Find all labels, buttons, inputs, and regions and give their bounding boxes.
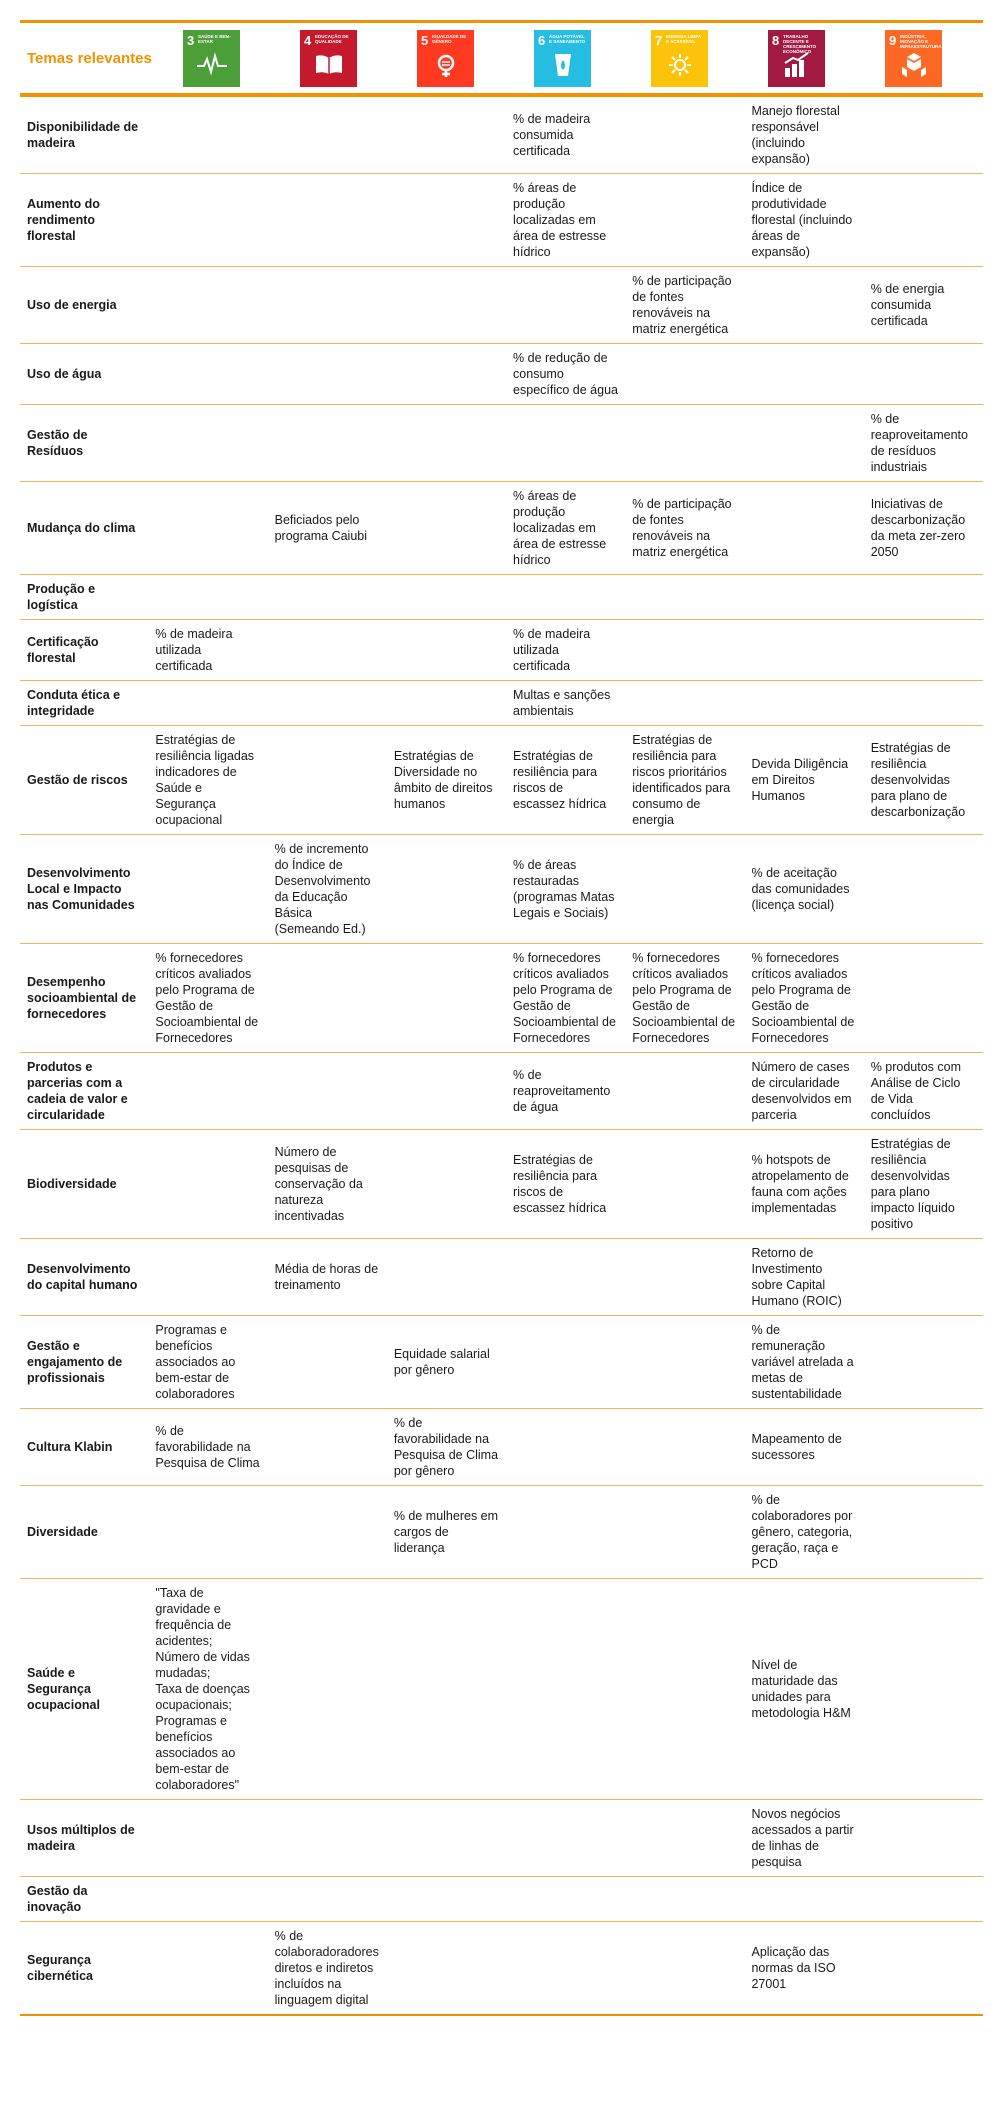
indicator-cell <box>268 681 387 726</box>
theme-label: Diversidade <box>20 1486 148 1579</box>
indicator-cell <box>864 681 983 726</box>
indicator-cell <box>387 944 506 1053</box>
theme-label: Desenvolvimento Local e Impacto nas Comunidades <box>20 835 148 944</box>
table-row <box>20 1053 983 1130</box>
indicator-cell <box>268 1316 387 1409</box>
table-row <box>20 1409 983 1486</box>
indicator-cell: % áreas de produção localizadas em área de estresse hídrico <box>506 482 625 575</box>
indicator-cell: Programas e benefícios associados ao bem-estar de colaboradores <box>148 1316 267 1409</box>
indicator-cell <box>506 1800 625 1877</box>
theme-label: Gestão de Resíduos <box>20 405 148 482</box>
indicator-cell: % de participação de fontes renováveis na matriz energética <box>625 267 744 344</box>
indicator-cell: % fornecedores críticos avaliados pelo Programa de Gestão de Socioambiental de Fornecedores <box>148 944 267 1053</box>
indicator-cell: % fornecedores críticos avaliados pelo Programa de Gestão de Socioambiental de Fornecedores <box>744 944 863 1053</box>
indicator-cell <box>625 344 744 405</box>
table-row <box>20 344 983 405</box>
indicator-cell <box>625 97 744 174</box>
indicator-cell <box>506 1409 625 1486</box>
indicator-cell: Estratégias de resiliência desenvolvidas para plano de descarbonização <box>864 726 983 835</box>
sdg-title: ÁGUA POTÁVEL E SANEAMENTO <box>549 33 586 44</box>
indicator-cell: % de incremento do Índice de Desenvolvimento da Educação Básica (Semeando Ed.) <box>268 835 387 944</box>
indicator-cell <box>387 267 506 344</box>
indicator-cell <box>506 1922 625 2016</box>
table-row <box>20 97 983 174</box>
indicator-cell <box>625 1877 744 1922</box>
indicator-cell: Aplicação das normas da ISO 27001 <box>744 1922 863 2016</box>
sdg-number: 9 <box>889 32 897 48</box>
indicator-cell <box>625 835 744 944</box>
indicator-cell: Índice de produtividade florestal (incluindo áreas de expansão) <box>744 174 863 267</box>
indicator-cell: % áreas de produção localizadas em área de estresse hídrico <box>506 174 625 267</box>
indicator-cell <box>148 1053 267 1130</box>
table-row <box>20 1877 983 1922</box>
indicator-cell <box>387 1579 506 1800</box>
indicator-cell <box>387 835 506 944</box>
sdg-title: ENERGIA LIMPA E ACESSÍVEL <box>666 33 702 44</box>
indicator-cell: % produtos com Análise de Ciclo de Vida concluídos <box>864 1053 983 1130</box>
indicator-cell <box>148 1486 267 1579</box>
indicator-cell: % de madeira utilizada certificada <box>148 620 267 681</box>
themes-table <box>20 97 983 2016</box>
indicator-cell <box>625 1053 744 1130</box>
table-row <box>20 681 983 726</box>
indicator-cell: Manejo florestal responsável (incluindo expansão) <box>744 97 863 174</box>
sdg-column-header <box>153 30 270 87</box>
table-row <box>20 1486 983 1579</box>
table-row <box>20 405 983 482</box>
indicator-cell <box>864 1579 983 1800</box>
sdg-column-header <box>270 30 387 87</box>
sdg-number: 8 <box>772 32 780 48</box>
indicator-cell: % de reaproveitamento de resíduos industriais <box>864 405 983 482</box>
indicator-cell: Beficiados pelo programa Caiubi <box>268 482 387 575</box>
indicator-cell: Devida Diligência em Direitos Humanos <box>744 726 863 835</box>
indicator-cell: % de favorabilidade na Pesquisa de Clima por gênero <box>387 1409 506 1486</box>
indicator-cell <box>387 681 506 726</box>
indicator-cell: % de remuneração variável atrelada a metas de sustentabilidade <box>744 1316 863 1409</box>
sdg-9-tile <box>885 30 942 87</box>
sdg-number: 4 <box>304 32 312 48</box>
indicator-cell: % de participação de fontes renováveis na matriz energética <box>625 482 744 575</box>
indicator-cell: Estratégias de Diversidade no âmbito de direitos humanos <box>387 726 506 835</box>
indicator-cell <box>148 575 267 620</box>
sdg-6-tile <box>534 30 591 87</box>
indicator-cell <box>625 1922 744 2016</box>
indicator-cell <box>864 944 983 1053</box>
theme-label: Produção e logística <box>20 575 148 620</box>
header-title: Temas relevantes <box>27 49 152 67</box>
theme-label: Biodiversidade <box>20 1130 148 1239</box>
indicator-cell <box>148 174 267 267</box>
sdg-number: 6 <box>538 32 546 48</box>
indicator-cell <box>506 1239 625 1316</box>
table-row <box>20 482 983 575</box>
indicator-cell <box>864 1922 983 2016</box>
indicator-cell <box>148 1922 267 2016</box>
indicator-cell <box>625 405 744 482</box>
indicator-cell <box>625 1486 744 1579</box>
indicator-cell <box>387 344 506 405</box>
indicator-cell <box>744 575 863 620</box>
sdg-number: 5 <box>421 32 429 48</box>
indicator-cell: % de madeira utilizada certificada <box>506 620 625 681</box>
indicator-cell <box>864 1316 983 1409</box>
indicator-cell <box>744 267 863 344</box>
indicator-cell: % fornecedores críticos avaliados pelo Programa de Gestão de Socioambiental de Fornecedores <box>625 944 744 1053</box>
theme-label: Desempenho socioambiental de fornecedores <box>20 944 148 1053</box>
indicator-cell <box>387 1922 506 2016</box>
indicator-cell: % de energia consumida certificada <box>864 267 983 344</box>
indicator-cell: Mapeamento de sucessores <box>744 1409 863 1486</box>
sdg-matrix <box>20 20 983 2016</box>
indicator-cell <box>506 267 625 344</box>
indicator-cell <box>864 344 983 405</box>
indicator-cell <box>148 267 267 344</box>
indicator-cell: % de áreas restauradas (programas Matas Legais e Sociais) <box>506 835 625 944</box>
indicator-cell <box>864 620 983 681</box>
indicator-cell <box>625 620 744 681</box>
indicator-cell <box>387 174 506 267</box>
indicator-cell <box>148 835 267 944</box>
sdg-column-header <box>504 30 621 87</box>
sdg-5-tile <box>417 30 474 87</box>
indicator-cell <box>268 344 387 405</box>
sdg-column-header <box>855 30 972 87</box>
indicator-cell <box>506 405 625 482</box>
table-row <box>20 575 983 620</box>
indicator-cell <box>744 482 863 575</box>
indicator-cell <box>625 681 744 726</box>
indicator-cell <box>148 1800 267 1877</box>
indicator-cell <box>625 1800 744 1877</box>
sdg-number: 3 <box>187 32 195 48</box>
indicator-cell <box>268 1053 387 1130</box>
table-row <box>20 1316 983 1409</box>
indicator-cell <box>387 482 506 575</box>
theme-label: Gestão da inovação <box>20 1877 148 1922</box>
indicator-cell <box>148 681 267 726</box>
indicator-cell <box>744 681 863 726</box>
table-row <box>20 944 983 1053</box>
sdg-title: EDUCAÇÃO DE QUALIDADE <box>315 33 349 44</box>
indicator-cell <box>148 344 267 405</box>
table-row <box>20 726 983 835</box>
indicator-cell <box>864 1239 983 1316</box>
table-row <box>20 835 983 944</box>
indicator-cell <box>268 944 387 1053</box>
theme-label: Disponibilidade de madeira <box>20 97 148 174</box>
sdg-number: 7 <box>655 32 663 48</box>
theme-label: Gestão e engajamento de profissionais <box>20 1316 148 1409</box>
indicator-cell <box>387 1130 506 1239</box>
indicator-cell <box>387 1239 506 1316</box>
indicator-cell <box>268 1579 387 1800</box>
table-row <box>20 1800 983 1877</box>
indicator-cell: Número de cases de circularidade desenvolvidos em parceria <box>744 1053 863 1130</box>
indicator-cell <box>268 620 387 681</box>
theme-label: Certificação florestal <box>20 620 148 681</box>
indicator-cell: Novos negócios acessados a partir de linhas de pesquisa <box>744 1800 863 1877</box>
theme-label: Gestão de riscos <box>20 726 148 835</box>
theme-label: Uso de água <box>20 344 148 405</box>
indicator-cell <box>387 575 506 620</box>
indicator-cell <box>387 405 506 482</box>
indicator-cell: Estratégias de resiliência para riscos de escassez hídrica <box>506 726 625 835</box>
indicator-cell <box>625 1409 744 1486</box>
indicator-cell <box>864 1486 983 1579</box>
indicator-cell <box>744 405 863 482</box>
indicator-cell <box>387 620 506 681</box>
indicator-cell: Estratégias de resiliência para riscos prioritários identificados para consumo de energia <box>625 726 744 835</box>
indicator-cell <box>268 1877 387 1922</box>
sdg-8-tile <box>768 30 825 87</box>
indicator-cell: % de colaboradores por gênero, categoria, geração, raça e PCD <box>744 1486 863 1579</box>
indicator-cell <box>268 174 387 267</box>
indicator-cell: Multas e sanções ambientais <box>506 681 625 726</box>
indicator-cell <box>864 1800 983 1877</box>
indicator-cell <box>625 1239 744 1316</box>
indicator-cell <box>864 97 983 174</box>
sdg-title: INDÚSTRIA, INOVAÇÃO E INFRAESTRUTURA <box>900 33 942 49</box>
indicator-cell <box>864 575 983 620</box>
theme-label: Desenvolvimento do capital humano <box>20 1239 148 1316</box>
table-row <box>20 267 983 344</box>
indicator-cell <box>864 174 983 267</box>
table-header <box>20 23 983 97</box>
indicator-cell <box>387 1053 506 1130</box>
sdg-4-tile <box>300 30 357 87</box>
indicator-cell <box>506 1877 625 1922</box>
indicator-cell <box>506 575 625 620</box>
table-row <box>20 1130 983 1239</box>
indicator-cell <box>387 1877 506 1922</box>
sdg-title: IGUALDADE DE GÊNERO <box>432 33 467 44</box>
indicator-cell: Estratégias de resiliência para riscos de escassez hídrica <box>506 1130 625 1239</box>
table-row <box>20 1922 983 2016</box>
indicator-cell <box>268 1800 387 1877</box>
indicator-cell <box>387 97 506 174</box>
indicator-cell: "Taxa de gravidade e frequência de acidentes; Número de vidas mudadas; Taxa de doenças ocupacionais; Programas e benefícios associados ao bem-estar de colaboradores" <box>148 1579 267 1800</box>
indicator-cell: Nível de maturidade das unidades para metodologia H&M <box>744 1579 863 1800</box>
indicator-cell: % fornecedores críticos avaliados pelo Programa de Gestão de Socioambiental de Fornecedores <box>506 944 625 1053</box>
indicator-cell <box>148 1130 267 1239</box>
sdg-7-tile <box>651 30 708 87</box>
indicator-cell <box>148 482 267 575</box>
indicator-cell <box>625 575 744 620</box>
indicator-cell: % de mulheres em cargos de liderança <box>387 1486 506 1579</box>
indicator-cell <box>268 726 387 835</box>
theme-label: Uso de energia <box>20 267 148 344</box>
sdg-title: SAÚDE E BEM-ESTAR <box>198 33 231 44</box>
indicator-cell: % de colaboradoradores diretos e indiretos incluídos na linguagem digital <box>268 1922 387 2016</box>
indicator-cell <box>268 1486 387 1579</box>
sdg-column-header <box>738 30 855 87</box>
indicator-cell <box>625 174 744 267</box>
indicator-cell <box>268 575 387 620</box>
indicator-cell: Estratégias de resiliência desenvolvidas para plano impacto líquido positivo <box>864 1130 983 1239</box>
indicator-cell <box>268 267 387 344</box>
indicator-cell <box>268 97 387 174</box>
indicator-cell: % de redução de consumo específico de água <box>506 344 625 405</box>
table-row <box>20 1579 983 1800</box>
sdg-column-header <box>621 30 738 87</box>
indicator-cell <box>864 1877 983 1922</box>
indicator-cell <box>625 1316 744 1409</box>
indicator-cell: % de madeira consumida certificada <box>506 97 625 174</box>
indicator-cell <box>744 1877 863 1922</box>
indicator-cell <box>506 1579 625 1800</box>
indicator-cell <box>506 1486 625 1579</box>
indicator-cell <box>625 1130 744 1239</box>
theme-label: Aumento do rendimento florestal <box>20 174 148 267</box>
theme-label: Segurança cibernética <box>20 1922 148 2016</box>
indicator-cell <box>148 405 267 482</box>
indicator-cell: % de reaproveitamento de água <box>506 1053 625 1130</box>
indicator-cell: Número de pesquisas de conservação da natureza incentivadas <box>268 1130 387 1239</box>
indicator-cell <box>268 1409 387 1486</box>
indicator-cell: % hotspots de atropelamento de fauna com ações implementadas <box>744 1130 863 1239</box>
theme-label: Usos múltiplos de madeira <box>20 1800 148 1877</box>
indicator-cell <box>148 1239 267 1316</box>
theme-label: Mudança do clima <box>20 482 148 575</box>
theme-label: Cultura Klabin <box>20 1409 148 1486</box>
indicator-cell: % de aceitação das comunidades (licença social) <box>744 835 863 944</box>
indicator-cell <box>148 97 267 174</box>
indicator-cell <box>744 344 863 405</box>
indicator-cell <box>864 835 983 944</box>
indicator-cell: % de favorabilidade na Pesquisa de Clima <box>148 1409 267 1486</box>
indicator-cell: Estratégias de resiliência ligadas indicadores de Saúde e Segurança ocupacional <box>148 726 267 835</box>
indicator-cell <box>268 405 387 482</box>
table-row <box>20 620 983 681</box>
sdg-column-header <box>387 30 504 87</box>
indicator-cell: Média de horas de treinamento <box>268 1239 387 1316</box>
indicator-cell <box>864 1409 983 1486</box>
indicator-cell: Retorno de Investimento sobre Capital Humano (ROIC) <box>744 1239 863 1316</box>
sdg-title: TRABALHO DECENTE E CRESCIMENTO ECONÔMICO <box>783 33 817 54</box>
table-row <box>20 1239 983 1316</box>
table-row <box>20 174 983 267</box>
indicator-cell <box>148 1877 267 1922</box>
indicator-cell: Iniciativas de descarbonização da meta zer-zero 2050 <box>864 482 983 575</box>
indicator-cell <box>387 1800 506 1877</box>
sdg-3-tile <box>183 30 240 87</box>
theme-label: Produtos e parcerias com a cadeia de valor e circularidade <box>20 1053 148 1130</box>
indicator-cell <box>506 1316 625 1409</box>
indicator-cell <box>744 620 863 681</box>
theme-label: Saúde e Segurança ocupacional <box>20 1579 148 1800</box>
indicator-cell <box>625 1579 744 1800</box>
theme-label: Conduta ética e integridade <box>20 681 148 726</box>
indicator-cell: Equidade salarial por gênero <box>387 1316 506 1409</box>
